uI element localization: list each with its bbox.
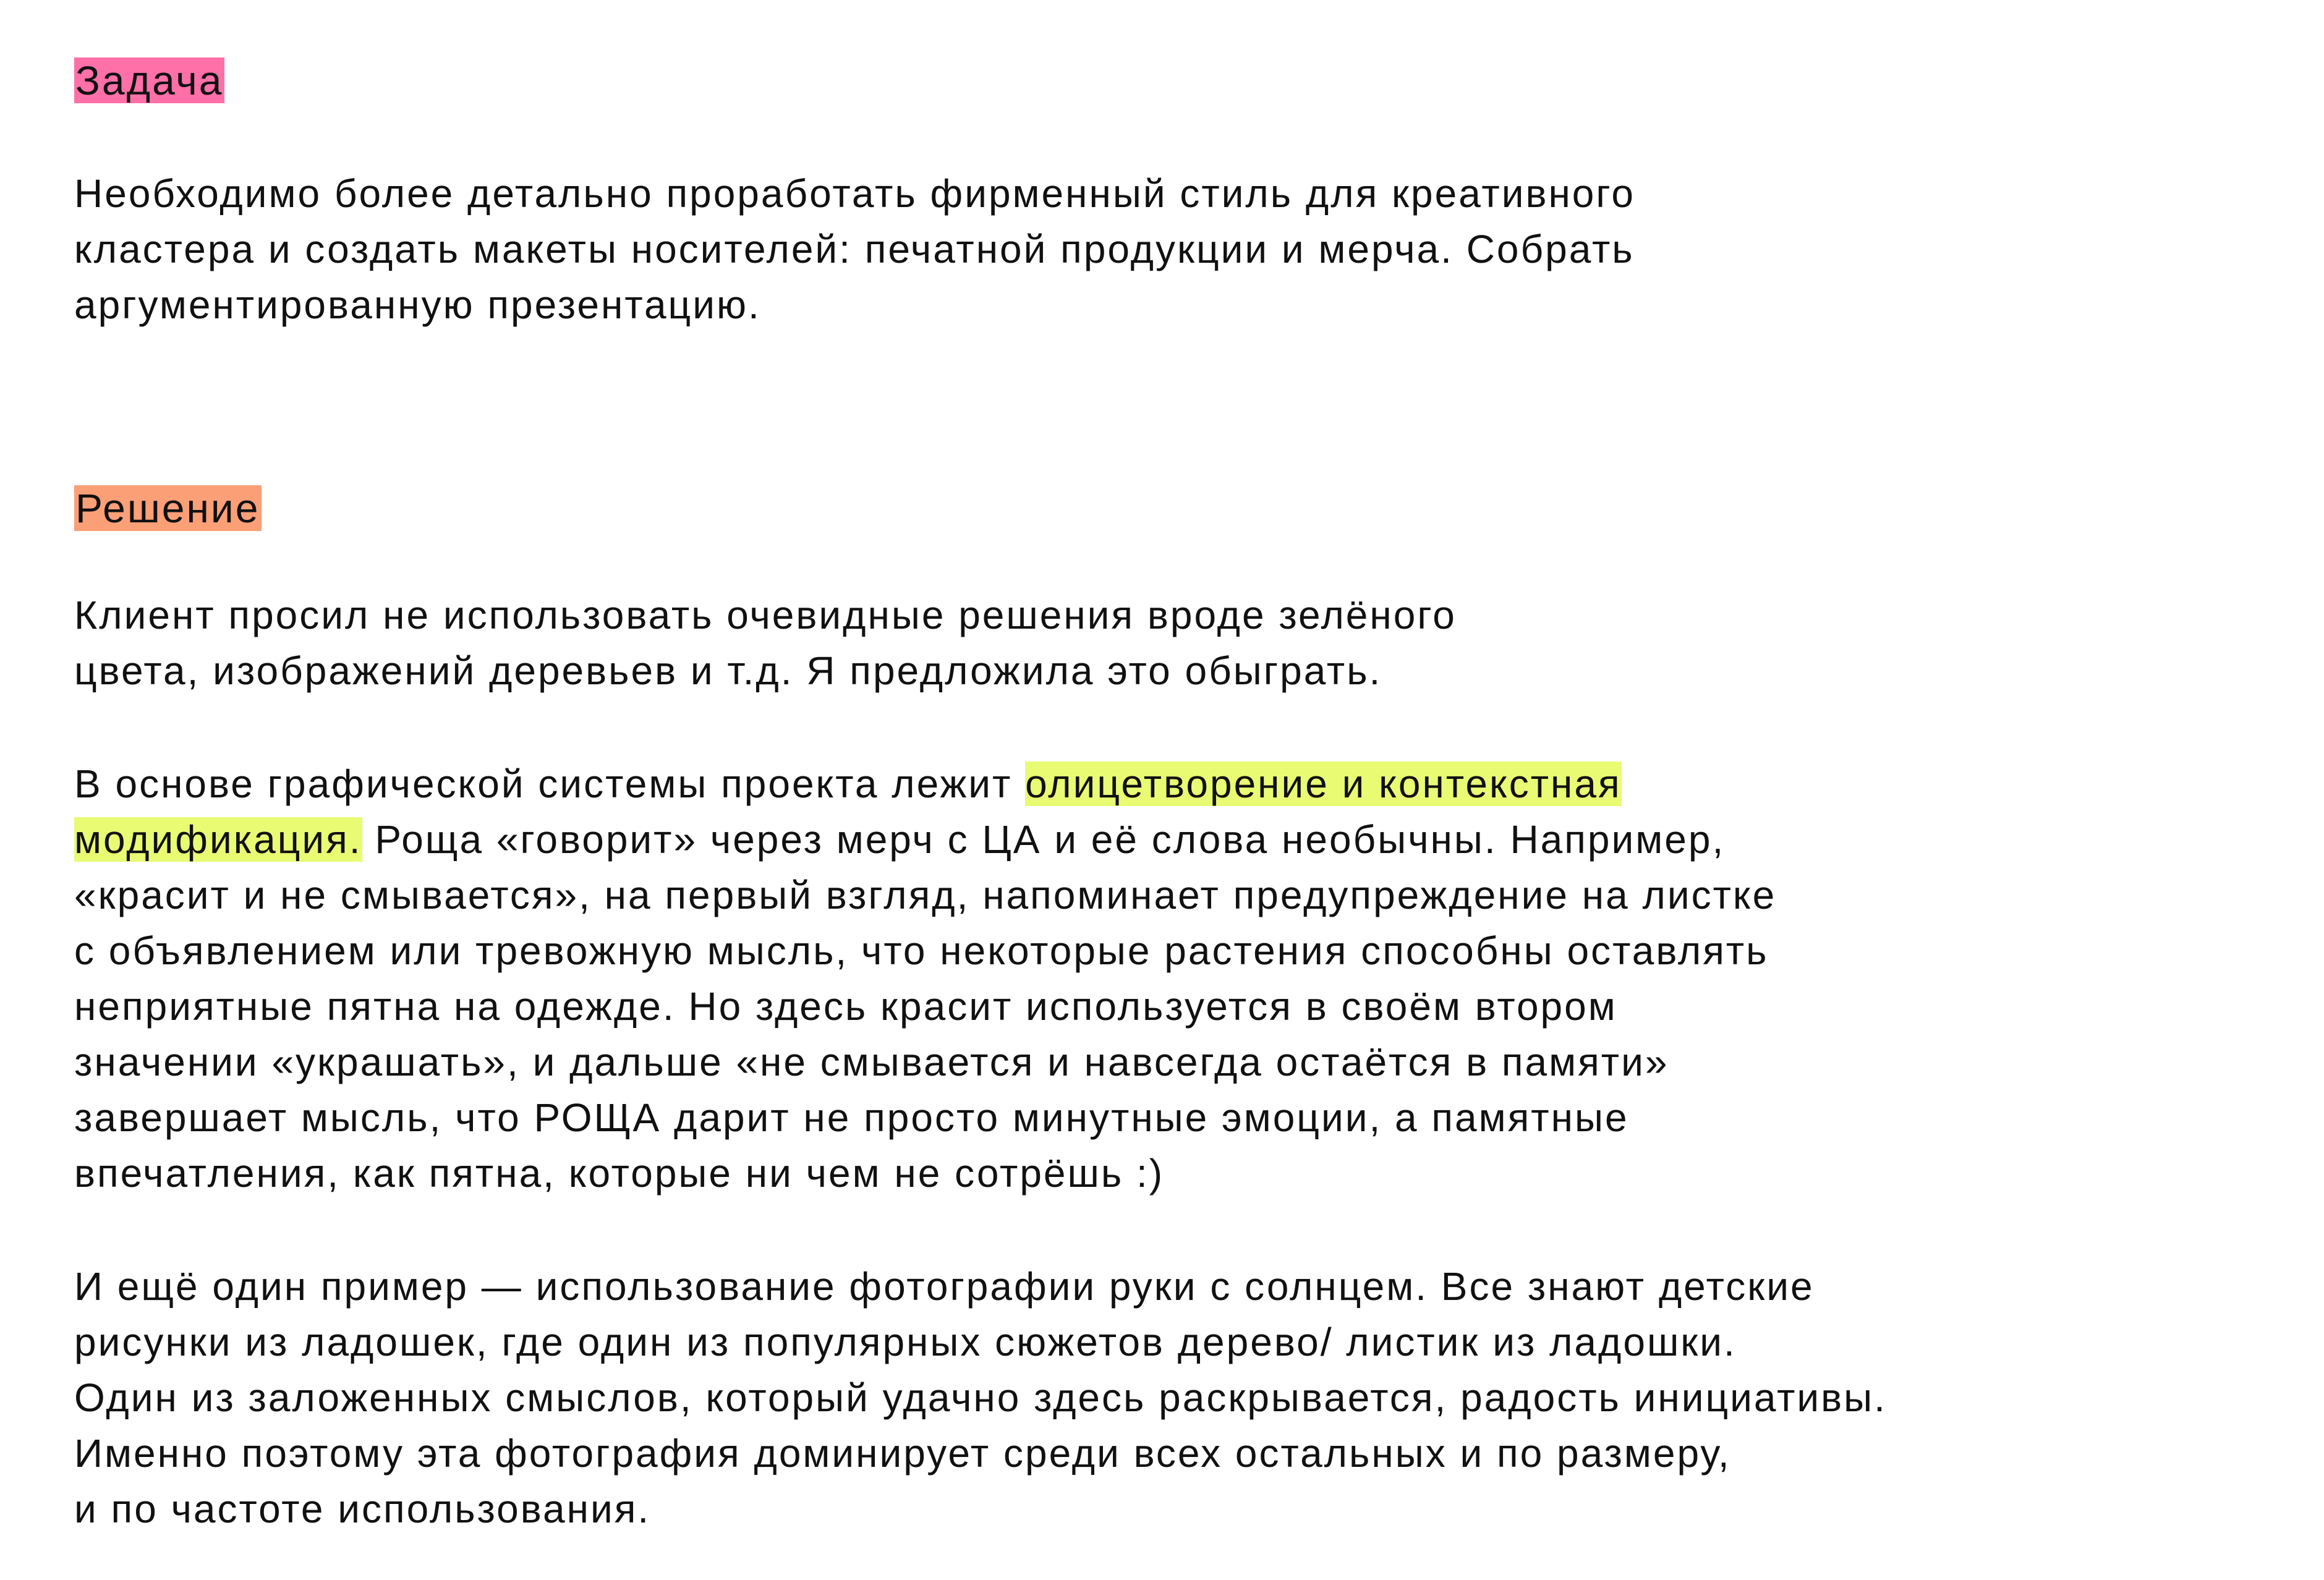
text-line: Необходимо более детально проработать фирменный стиль для креативного bbox=[74, 171, 1635, 216]
text-line: И ещё один пример — использование фотографии руки с солнцем. Все знают детские bbox=[74, 1264, 1815, 1309]
text-line: значении «украшать», и дальше «не смывается и навсегда остаётся в памяти» bbox=[74, 1040, 1669, 1084]
task-heading: Задача bbox=[75, 57, 224, 103]
text-line: впечатления, как пятна, которые ни чем не сотрёшь :) bbox=[74, 1151, 1165, 1196]
text-line bbox=[74, 756, 1776, 812]
text-line: неприятные пятна на одежде. Но здесь красит используется в своём втором bbox=[74, 984, 1617, 1029]
text-line: завершает мысль, что РОЩА дарит не просто минутные эмоции, а памятные bbox=[74, 1095, 1629, 1140]
text-line: с объявлением или тревожную мысль, что некоторые растения способны оставлять bbox=[74, 928, 1769, 973]
text-line: Один из заложенных смыслов, который удачно здесь раскрывается, радость инициативы. bbox=[74, 1375, 1887, 1420]
text-line: рисунки из ладошек, где один из популярных сюжетов дерево/ листик из ладошки. bbox=[74, 1320, 1737, 1364]
text-segment: Роща «говорит» через мерч с ЦА и её слова необычны. Например, bbox=[362, 817, 1726, 862]
text-line: кластера и создать макеты носителей: печатной продукции и мерча. Собрать bbox=[74, 227, 1635, 271]
highlighted-text: олицетворение и контекстная bbox=[1025, 762, 1622, 806]
task-heading-block bbox=[74, 53, 224, 109]
task-paragraph bbox=[74, 166, 1635, 333]
text-line: и по частоте использования. bbox=[74, 1487, 651, 1531]
text-line: аргументированную презентацию. bbox=[74, 282, 761, 327]
text-line: цвета, изображений деревьев и т.д. Я предложила это обыграть. bbox=[74, 648, 1382, 693]
solution-heading-block bbox=[74, 480, 262, 537]
text-line: Именно поэтому эта фотография доминирует среди всех остальных и по размеру, bbox=[74, 1431, 1731, 1476]
solution-paragraph-3 bbox=[74, 1259, 1887, 1537]
text-segment: В основе графической системы проекта лежит bbox=[74, 762, 1026, 806]
text-line: «красит и не смывается», на первый взгляд, напоминает предупреждение на листке bbox=[74, 873, 1777, 917]
solution-heading: Решение bbox=[75, 485, 260, 531]
solution-paragraph-2 bbox=[74, 756, 1776, 1201]
solution-paragraph-1 bbox=[74, 587, 1457, 699]
text-line bbox=[74, 812, 1776, 867]
text-line: Клиент просил не использовать очевидные решения вроде зелёного bbox=[74, 593, 1457, 637]
highlighted-text: модификация. bbox=[74, 817, 362, 862]
